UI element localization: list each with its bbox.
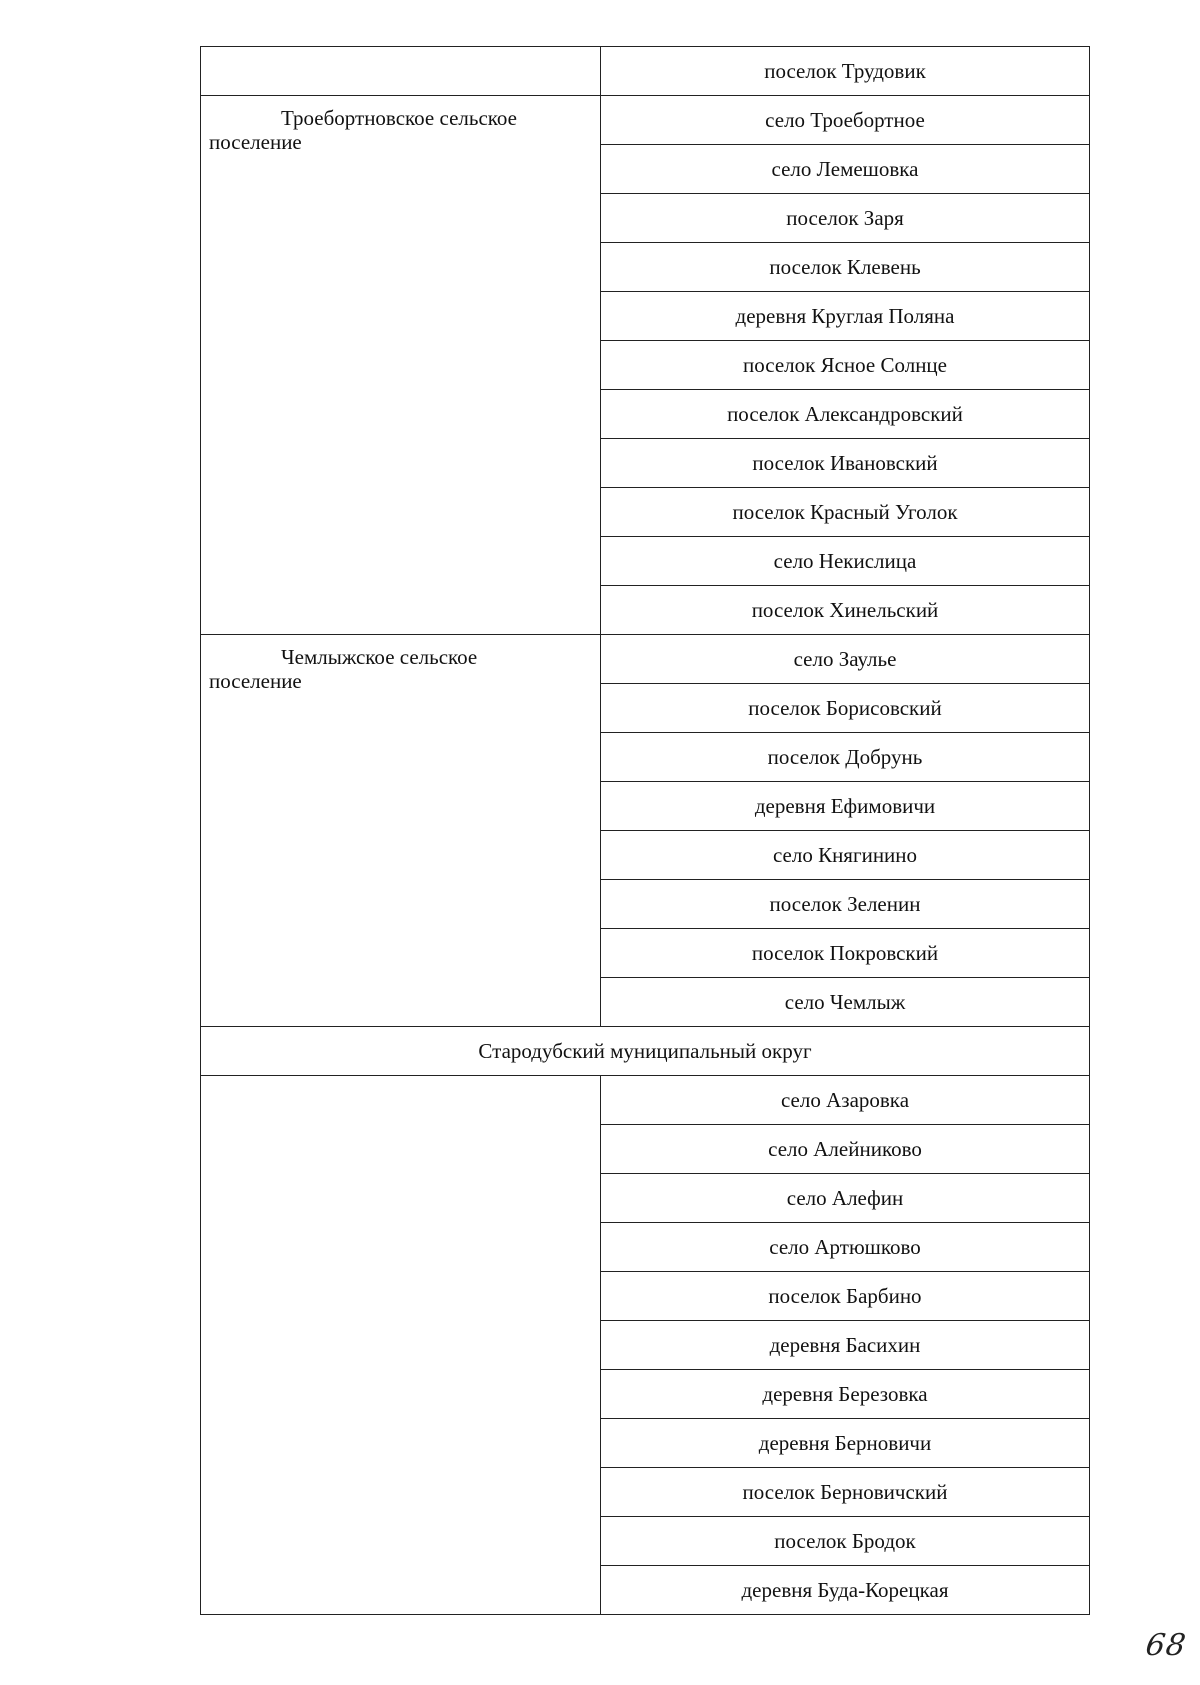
table-row <box>201 635 1090 684</box>
locality-cell: поселок Барбино <box>601 1272 1090 1321</box>
locality-cell: деревня Басихин <box>601 1321 1090 1370</box>
locality-cell: село Княгинино <box>601 831 1090 880</box>
locality-cell: деревня Круглая Поляна <box>601 292 1090 341</box>
locality-cell: село Азаровка <box>601 1076 1090 1125</box>
locality-cell: поселок Александровский <box>601 390 1090 439</box>
locality-cell: село Алефин <box>601 1174 1090 1223</box>
locality-cell: село Чемлыж <box>601 978 1090 1027</box>
municipality-cell <box>201 47 601 96</box>
locality-cell: село Некислица <box>601 537 1090 586</box>
locality-cell: деревня Берновичи <box>601 1419 1090 1468</box>
locality-cell: поселок Ясное Солнце <box>601 341 1090 390</box>
locality-cell: деревня Ефимовичи <box>601 782 1090 831</box>
municipality-name: Троебортновское сельское <box>281 106 517 130</box>
locality-cell: село Артюшково <box>601 1223 1090 1272</box>
municipality-name-continuation: поселение <box>209 669 302 693</box>
municipality-cell <box>201 1076 601 1615</box>
locality-cell: поселок Заря <box>601 194 1090 243</box>
locality-cell: поселок Добрунь <box>601 733 1090 782</box>
settlements-table-body <box>201 47 1090 1615</box>
table-row <box>201 96 1090 145</box>
municipality-name-continuation: поселение <box>209 130 302 154</box>
locality-cell: поселок Зеленин <box>601 880 1090 929</box>
locality-cell: поселок Борисовский <box>601 684 1090 733</box>
locality-cell: село Алейниково <box>601 1125 1090 1174</box>
municipality-cell <box>201 96 601 635</box>
locality-cell: поселок Трудовик <box>601 47 1090 96</box>
table-row <box>201 1076 1090 1125</box>
locality-cell: деревня Березовка <box>601 1370 1090 1419</box>
municipality-cell <box>201 635 601 1027</box>
page-number: 68 <box>1143 1628 1189 1663</box>
locality-cell: поселок Ивановский <box>601 439 1090 488</box>
locality-cell: село Троебортное <box>601 96 1090 145</box>
locality-cell: поселок Хинельский <box>601 586 1090 635</box>
locality-cell: деревня Буда-Корецкая <box>601 1566 1090 1615</box>
district-header-row <box>201 1027 1090 1076</box>
table-row <box>201 47 1090 96</box>
locality-cell: село Лемешовка <box>601 145 1090 194</box>
locality-cell: село Заулье <box>601 635 1090 684</box>
locality-cell: поселок Берновичский <box>601 1468 1090 1517</box>
district-header: Стародубский муниципальный округ <box>201 1027 1090 1076</box>
locality-cell: поселок Клевень <box>601 243 1090 292</box>
settlements-table <box>200 46 1090 1615</box>
locality-cell: поселок Бродок <box>601 1517 1090 1566</box>
locality-cell: поселок Покровский <box>601 929 1090 978</box>
locality-cell: поселок Красный Уголок <box>601 488 1090 537</box>
municipality-name: Чемлыжское сельское <box>281 645 478 669</box>
